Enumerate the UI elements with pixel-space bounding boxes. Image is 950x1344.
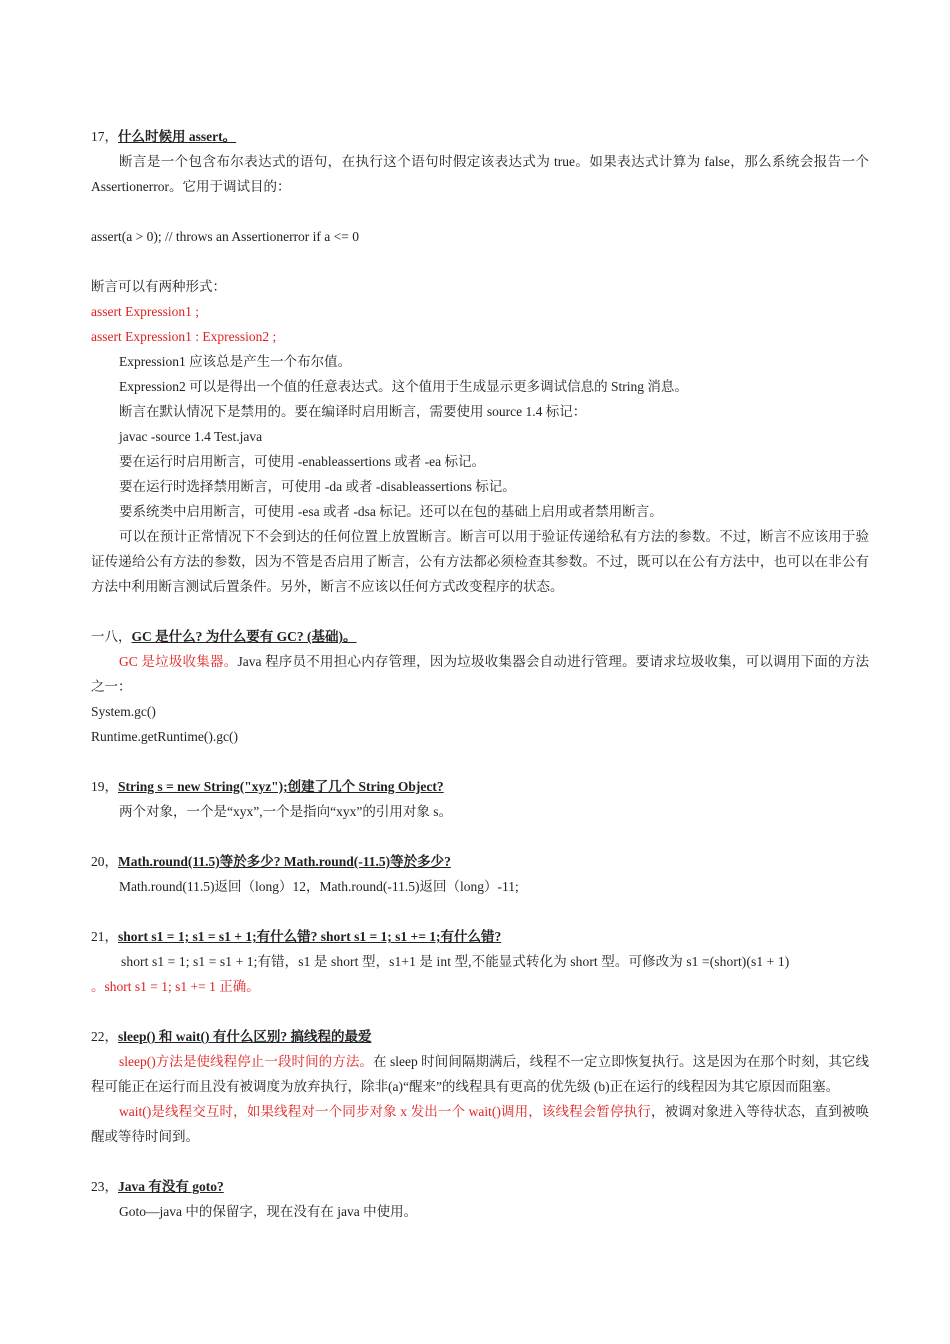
q21-answer-2: 。short s1 = 1; s1 += 1 正确。 [91,979,260,994]
q17-heading [91,124,869,149]
q22-title: sleep() 和 wait() 有什么区别? 搞线程的最爱 [118,1029,372,1044]
q22-sleep-red-text: sleep()方法是使线程停止一段时间的方法。 [119,1054,373,1069]
q17-line-7: 要系统类中启用断言，可使用 -esa 或者 -dsa 标记。还可以在包的基础上启用或者禁用断言。 [119,504,663,519]
q18-text: Java 程序员不用担心内存管理，因为垃圾收集器会自动进行管理。要请求垃圾收集，可以调用下面的方法之一： [91,654,869,694]
q17-line-3: 断言在默认情况下是禁用的。要在编译时启用断言，需要使用 source 1.4 标记： [119,404,587,419]
q23-heading [91,1174,869,1199]
q19-title: String s = new String("xyz");创建了几个 String Object? [118,779,444,794]
document-body [91,124,869,1224]
q19-heading [91,774,869,799]
q22-wait-red-text: wait()是线程交互时，如果线程对一个同步对象 x 发出一个 wait()调用，该线程会暂停执行 [119,1104,651,1119]
q22-sleep-text: 在 sleep 时间间隔期满后，线程不一定立即恢复执行。这是因为在那个时刻，其它线程可能正在运行而且没有被调度为放弃执行，除非(a)“醒来”的线程具有更高的优先级 (b)正在运行的线程因为其它原因而阻塞。 [91,1054,869,1094]
q22-heading [91,1024,869,1049]
q20-answer: Math.round(11.5)返回（long）12，Math.round(-11.5)返回（long）-11; [119,879,519,894]
q19-number: 19， [91,779,118,794]
q17-paragraph-2: 可以在预计正常情况下不会到达的任何位置上放置断言。断言可以用于验证传递给私有方法的参数。不过，断言不应该用于验证传递给公有方法的参数，因为不管是否启用了断言，公有方法都必须检查其参数。不过，既可以在公有方法中，也可以在非公有方法中利用断言测试后置条件。另外，断言不应该以任何方式改变程序的状态。 [91,529,869,594]
q18-number: 一八， [91,629,132,644]
q23-number: 23， [91,1179,118,1194]
q22-number: 22， [91,1029,118,1044]
q18-red-text: GC 是垃圾收集器。 [119,654,238,669]
q17-line-2: Expression2 可以是得出一个值的任意表达式。这个值用于生成显示更多调试信息的 String 消息。 [119,379,688,394]
q17-line-1: Expression1 应该总是产生一个布尔值。 [119,354,352,369]
q23-title: Java 有没有 goto? [118,1179,224,1194]
q22-wait-text: ，被调对象进入等待状态，直到被唤醒或等待时间到。 [91,1104,870,1144]
q23-answer: Goto—java 中的保留字，现在没有在 java 中使用。 [119,1204,418,1219]
q18-title: GC 是什么? 为什么要有 GC? (基础)。 [131,629,357,644]
q17-form-2: assert Expression1 : Expression2 ; [91,329,277,344]
q20-number: 20， [91,854,118,869]
q17-number: 17， [91,129,118,144]
q18-heading [91,624,869,649]
q17-form-1: assert Expression1 ; [91,304,199,319]
q18-paragraph [91,649,869,699]
q17-line-6: 要在运行时选择禁用断言，可使用 -da 或者 -disableassertions 标记。 [119,479,516,494]
q17-code-example: assert(a > 0); // throws an Assertionerror if a <= 0 [91,229,360,244]
q21-number: 21， [91,929,118,944]
q17-line-5: 要在运行时启用断言，可使用 -enableassertions 或者 -ea 标记。 [119,454,485,469]
q17-forms-intro: 断言可以有两种形式： [91,279,226,294]
q21-title: short s1 = 1; s1 = s1 + 1;有什么错? short s1 = 1; s1 += 1;有什么错? [118,929,502,944]
q17-title: 什么时候用 assert。 [118,129,237,144]
q18-code-2: Runtime.getRuntime().gc() [91,729,238,744]
q18-code-1: System.gc() [91,704,156,719]
q17-paragraph-1: 断言是一个包含布尔表达式的语句，在执行这个语句时假定该表达式为 true。如果表达式计算为 false，那么系统会报告一个 Assertionerror。它用于调试目的： [91,154,869,194]
q22-paragraph-2 [91,1099,869,1149]
q22-paragraph-1 [91,1049,869,1099]
q20-heading [91,849,869,874]
q21-answer-1: short s1 = 1; s1 = s1 + 1;有错，s1 是 short 型，s1+1 是 int 型,不能显式转化为 short 型。可修改为 s1 =(short)(s1 + 1) [121,954,790,969]
q19-answer: 两个对象，一个是“xyx”,一个是指向“xyx”的引用对象 s。 [119,804,452,819]
q20-title: Math.round(11.5)等於多少? Math.round(-11.5)等於多少? [118,854,451,869]
q21-heading [91,924,869,949]
q17-line-4: javac -source 1.4 Test.java [119,429,263,444]
